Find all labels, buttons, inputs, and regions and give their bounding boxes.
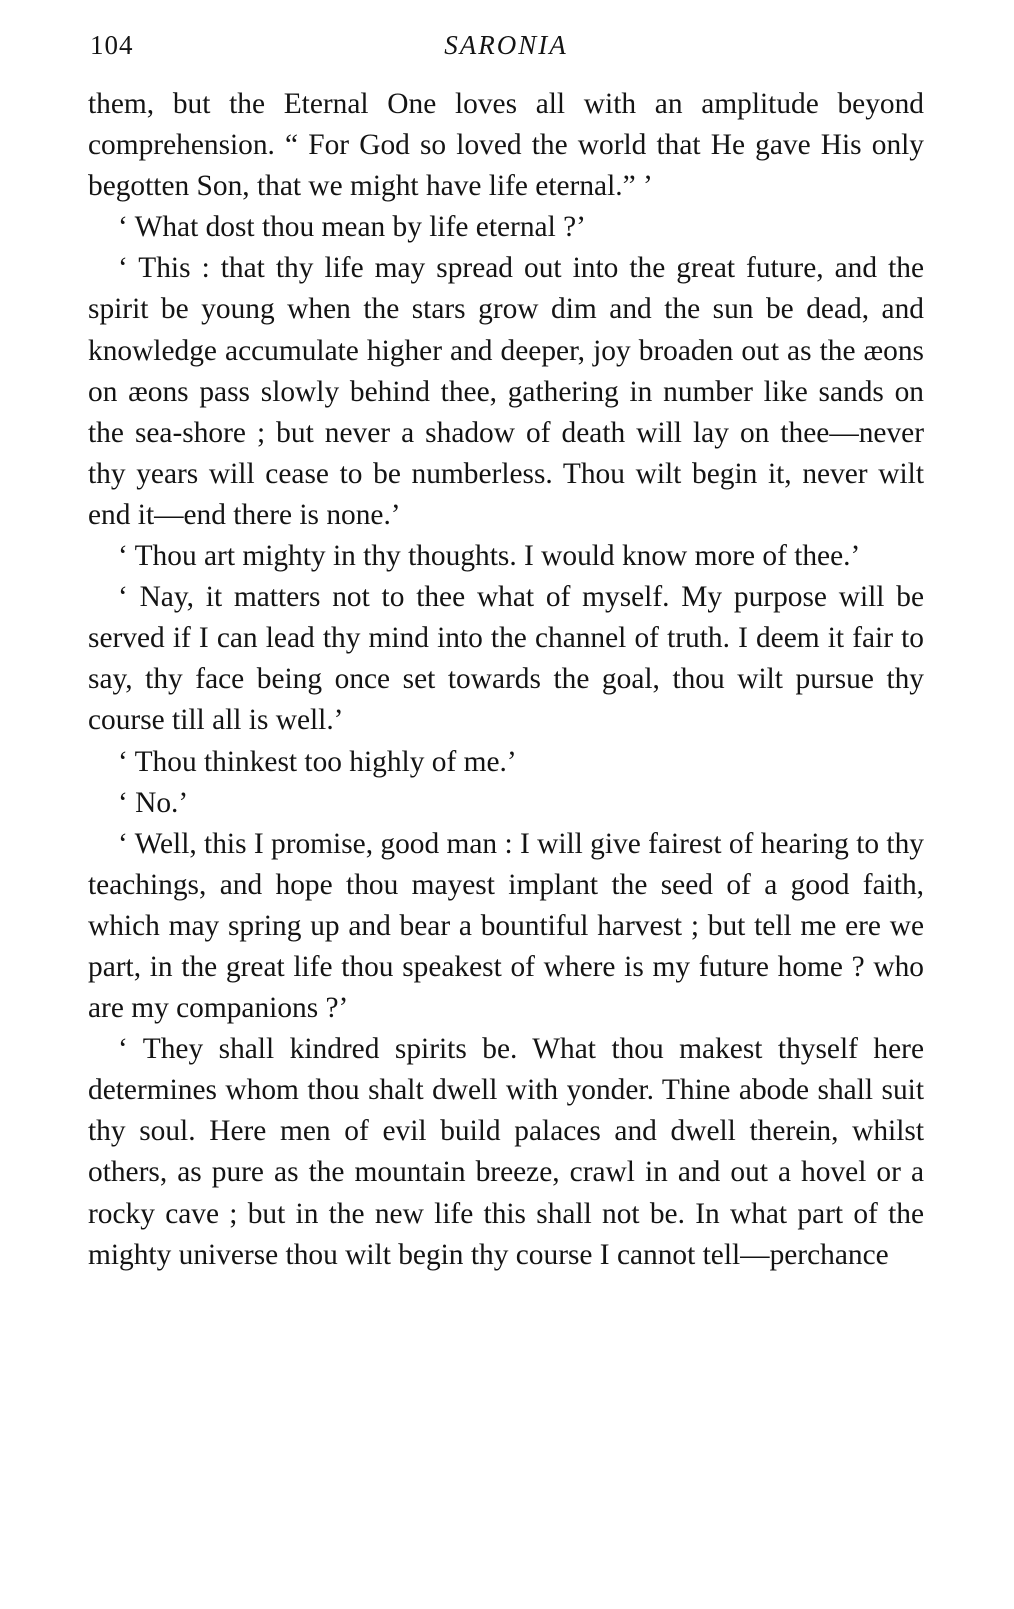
paragraph-dialogue: ‘ What dost thou mean by life eternal ?’ xyxy=(118,211,586,244)
paragraph-dialogue: ‘ Nay, it matters not to thee what of myself. My purpose will be served if I can lead thy mind into the channel of truth. I deem it fair to say, thy face being once set towards the goal, thou wilt pursue thy course till all is well.’ xyxy=(88,581,924,737)
paragraph-dialogue: ‘ Thou thinkest too highly of me.’ xyxy=(118,745,517,778)
running-title: SARONIA xyxy=(444,30,568,60)
paragraph-dialogue: ‘ They shall kindred spirits be. What thou makest thyself here determines whom thou shalt dwell with yonder. Thine abode shall suit thy soul. Here men of evil build palaces and dwell therein, whilst others, as pure as the mountain breeze, crawl in and out a hovel or a rocky cave ; but in the new life this shall not be. In what part of the mighty universe thou wilt begin thy course I cannot tell—perchance xyxy=(88,1033,924,1271)
paragraph-continuation: them, but the Eternal One loves all with an amplitude beyond comprehension. “ For God so loved the world that He gave His only begotten Son, that we might have life eternal.” ’ xyxy=(88,88,924,203)
paragraph-dialogue: ‘ Thou art mighty in thy thoughts. I would know more of thee.’ xyxy=(118,540,861,573)
paragraph-dialogue: ‘ This : that thy life may spread out into the great future, and the spirit be young when the stars grow dim and the sun be dead, and knowledge accumulate higher and deeper, joy broaden out as the æons on æons pass slowly behind thee, gathering in number like sands on the sea-shore ; but never a shadow of death will lay on thee—never thy years will cease to be numberless. Thou wilt begin it, never wilt end it—end there is none.’ xyxy=(88,252,924,531)
paragraph-dialogue: ‘ Well, this I promise, good man : I will give fairest of hearing to thy teachings, and hope thou mayest implant the seed of a good faith, which may spring up and bear a bountiful harvest ; but tell me ere we part, in the great life thou speakest of where is my future home ? who are my companions ?’ xyxy=(88,827,924,1025)
body-text xyxy=(88,84,924,1276)
paragraph-dialogue: ‘ No.’ xyxy=(118,786,189,819)
page-number: 104 xyxy=(90,30,134,60)
page-header xyxy=(88,26,924,70)
